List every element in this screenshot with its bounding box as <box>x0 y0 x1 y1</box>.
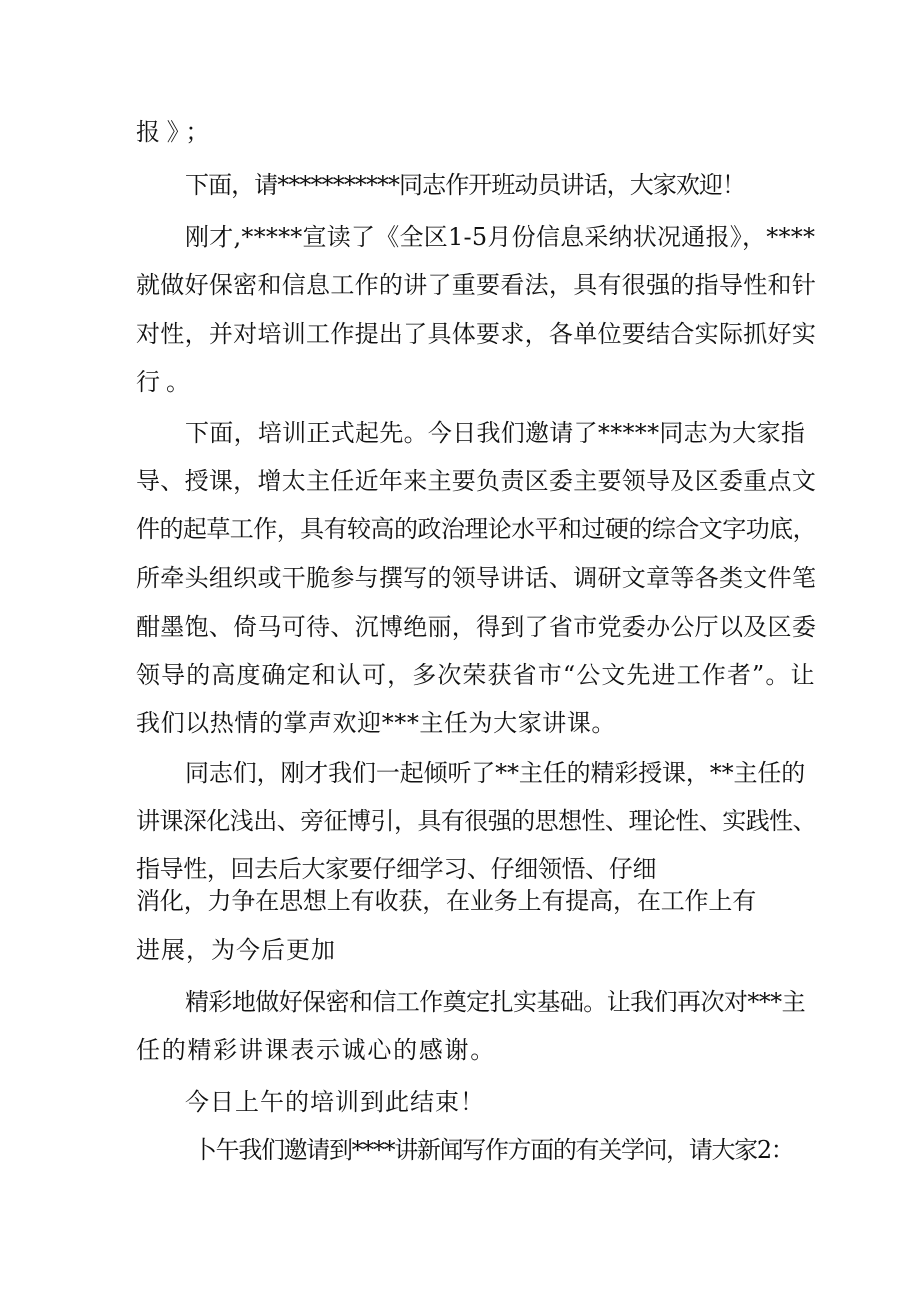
text-line: 讲课深化浅出、旁征博引，具有很强的思想性、理论性、实践性、 <box>136 807 817 835</box>
text-line: 下面，培训正式起先。今日我们邀请了*****同志为大家指 <box>185 419 806 447</box>
text-line: 刚才,*****宣读了《全区1-5月份信息采纳状况通报》，**** <box>185 223 816 251</box>
text-line: 就做好保密和信息工作的讲了重要看法，具有很强的指导性和针 <box>136 271 817 299</box>
text-line: 指导性，回去后大家要仔细学习、仔细领悟、仔细 <box>136 855 657 883</box>
text-line: 酣墨饱、倚马可待、沉博绝丽，得到了省市党委办公厅以及区委 <box>136 613 817 641</box>
text-line: 领导的高度确定和认可，多次荣获省市“公文先进工作者”。让 <box>136 661 816 689</box>
text-line: 导、授课，增太主任近年来主要负责区委主要领导及区委重点文 <box>136 467 817 495</box>
text-line: 报》； <box>136 118 217 146</box>
text-line: 同志们，刚才我们一起倾听了**主任的精彩授课，**主任的 <box>185 759 806 787</box>
text-line: 对性，并对培训工作提出了具体要求，各单位要结合实际抓好实 <box>136 320 817 348</box>
text-line: 卜午我们邀请到****讲新闻写作方面的有关学问，请大家2： <box>193 1136 794 1164</box>
text-line: 消化，力争在思想上有收获，在业务上有提高，在工作上有 <box>136 887 757 915</box>
text-line: 所牵头组织或干脆参与撰写的领导讲话、调研文章等各类文件笔 <box>136 564 817 592</box>
text-line: 任的精彩讲课表示诚心的感谢。 <box>136 1036 496 1064</box>
text-line: 行。 <box>136 368 196 396</box>
text-line: 进展，为今后更加 <box>136 936 336 964</box>
text-line: 下面，请***********同志作开班动员讲话，大家欢迎！ <box>185 171 746 199</box>
text-line: 精彩地做好保密和信工作奠定扎实基础。让我们再次对***主 <box>185 988 806 1016</box>
text-line: 今日上午的培训到此结束！ <box>185 1088 485 1116</box>
text-line: 我们以热情的掌声欢迎***主任为大家讲课。 <box>136 709 616 737</box>
text-line: 件的起草工作，具有较高的政治理论水平和过硬的综合文字功底， <box>136 515 817 543</box>
